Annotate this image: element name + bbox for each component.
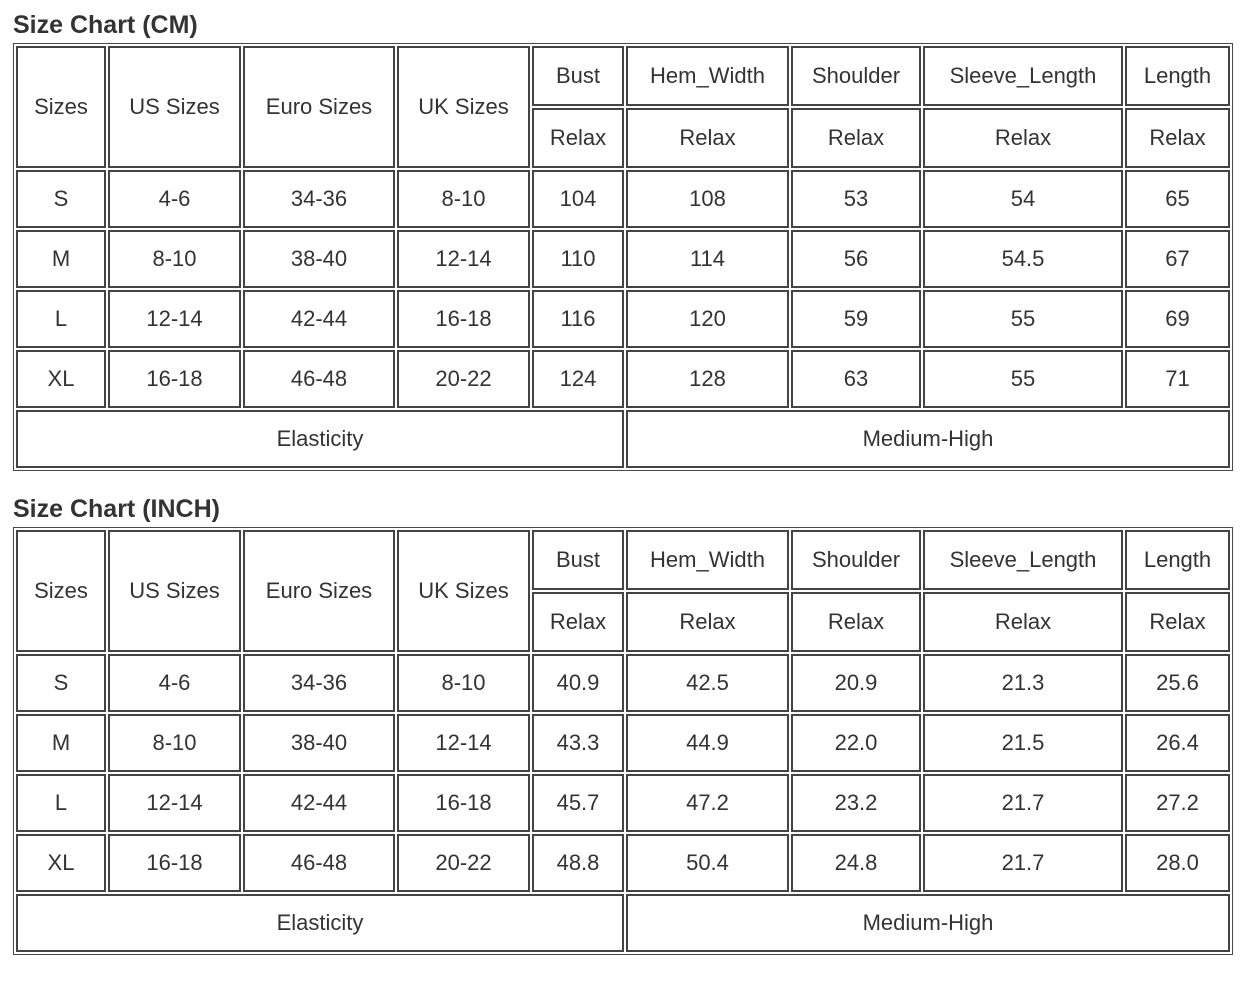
- header-bust: Bust: [532, 46, 624, 106]
- table-cell: 21.7: [923, 774, 1123, 832]
- table-cell: 116: [532, 290, 624, 348]
- table-row: [16, 170, 1230, 228]
- table-cell: 40.9: [532, 654, 624, 712]
- table-cell: 59: [791, 290, 921, 348]
- table-cell: 4-6: [108, 170, 241, 228]
- subheader-relax: Relax: [791, 108, 921, 168]
- subheader-relax: Relax: [532, 108, 624, 168]
- header-us-sizes: US Sizes: [108, 46, 241, 168]
- table-cell: 42-44: [243, 290, 395, 348]
- header-uk-sizes: UK Sizes: [397, 530, 530, 652]
- table-cell: 55: [923, 290, 1123, 348]
- table-cell: 8-10: [397, 170, 530, 228]
- table-cell: 28.0: [1125, 834, 1230, 892]
- table-header-row: [16, 46, 1230, 106]
- header-shoulder: Shoulder: [791, 46, 921, 106]
- table-cell: 50.4: [626, 834, 789, 892]
- table-row: [16, 654, 1230, 712]
- table-cell: 12-14: [397, 714, 530, 772]
- subheader-relax: Relax: [626, 108, 789, 168]
- table-cell: 44.9: [626, 714, 789, 772]
- table-cell: 16-18: [108, 350, 241, 408]
- table-cell: L: [16, 290, 106, 348]
- table-cell: 24.8: [791, 834, 921, 892]
- table-cell: 108: [626, 170, 789, 228]
- table-cell: 23.2: [791, 774, 921, 832]
- table-cell: 20-22: [397, 350, 530, 408]
- table-cell: 27.2: [1125, 774, 1230, 832]
- table-row: [16, 290, 1230, 348]
- table-cell: 21.7: [923, 834, 1123, 892]
- table-cell: 16-18: [397, 290, 530, 348]
- table-cell: S: [16, 654, 106, 712]
- subheader-relax: Relax: [923, 108, 1123, 168]
- size-chart-cm-table: [13, 43, 1233, 471]
- table-cell: 16-18: [397, 774, 530, 832]
- table-cell: 20.9: [791, 654, 921, 712]
- header-us-sizes: US Sizes: [108, 530, 241, 652]
- subheader-relax: Relax: [626, 592, 789, 652]
- header-length: Length: [1125, 530, 1230, 590]
- table-cell: 104: [532, 170, 624, 228]
- table-cell: M: [16, 230, 106, 288]
- table-cell: 114: [626, 230, 789, 288]
- table-cell: 42-44: [243, 774, 395, 832]
- table-row: [16, 714, 1230, 772]
- table-cell: 54.5: [923, 230, 1123, 288]
- subheader-relax: Relax: [791, 592, 921, 652]
- table-cell: 8-10: [397, 654, 530, 712]
- table-cell: 46-48: [243, 350, 395, 408]
- header-shoulder: Shoulder: [791, 530, 921, 590]
- header-hem-width: Hem_Width: [626, 530, 789, 590]
- size-chart-inch-table: [13, 527, 1233, 955]
- elasticity-label: Elasticity: [16, 410, 624, 468]
- table-cell: 54: [923, 170, 1123, 228]
- size-chart-inch-title: Size Chart (INCH): [13, 495, 220, 523]
- table-cell: 71: [1125, 350, 1230, 408]
- header-bust: Bust: [532, 530, 624, 590]
- header-sizes: Sizes: [16, 530, 106, 652]
- table-cell: 53: [791, 170, 921, 228]
- header-euro-sizes: Euro Sizes: [243, 530, 395, 652]
- table-cell: 8-10: [108, 714, 241, 772]
- subheader-relax: Relax: [1125, 108, 1230, 168]
- table-cell: 110: [532, 230, 624, 288]
- table-cell: 56: [791, 230, 921, 288]
- elasticity-label: Elasticity: [16, 894, 624, 952]
- header-sleeve-length: Sleeve_Length: [923, 530, 1123, 590]
- table-header-row: [16, 530, 1230, 590]
- header-length: Length: [1125, 46, 1230, 106]
- table-cell: L: [16, 774, 106, 832]
- table-cell: 47.2: [626, 774, 789, 832]
- table-cell: 43.3: [532, 714, 624, 772]
- table-cell: 21.3: [923, 654, 1123, 712]
- elasticity-value: Medium-High: [626, 894, 1230, 952]
- subheader-relax: Relax: [923, 592, 1123, 652]
- table-cell: 12-14: [108, 290, 241, 348]
- header-sizes: Sizes: [16, 46, 106, 168]
- table-cell: 48.8: [532, 834, 624, 892]
- table-cell: 26.4: [1125, 714, 1230, 772]
- header-hem-width: Hem_Width: [626, 46, 789, 106]
- table-cell: 65: [1125, 170, 1230, 228]
- table-cell: 120: [626, 290, 789, 348]
- table-row: [16, 350, 1230, 408]
- table-cell: 16-18: [108, 834, 241, 892]
- table-cell: S: [16, 170, 106, 228]
- elasticity-value: Medium-High: [626, 410, 1230, 468]
- size-chart-cm-title: Size Chart (CM): [13, 11, 198, 39]
- table-cell: 38-40: [243, 714, 395, 772]
- table-row: [16, 774, 1230, 832]
- table-cell: 21.5: [923, 714, 1123, 772]
- table-cell: 4-6: [108, 654, 241, 712]
- table-cell: 69: [1125, 290, 1230, 348]
- table-footer-row: [16, 410, 1230, 468]
- table-cell: 63: [791, 350, 921, 408]
- table-cell: M: [16, 714, 106, 772]
- table-cell: 45.7: [532, 774, 624, 832]
- header-euro-sizes: Euro Sizes: [243, 46, 395, 168]
- table-cell: 25.6: [1125, 654, 1230, 712]
- table-cell: 20-22: [397, 834, 530, 892]
- table-cell: 34-36: [243, 170, 395, 228]
- table-cell: 55: [923, 350, 1123, 408]
- table-cell: 128: [626, 350, 789, 408]
- table-cell: 42.5: [626, 654, 789, 712]
- table-cell: 46-48: [243, 834, 395, 892]
- subheader-relax: Relax: [532, 592, 624, 652]
- table-cell: 38-40: [243, 230, 395, 288]
- table-cell: XL: [16, 350, 106, 408]
- table-row: [16, 834, 1230, 892]
- table-cell: 8-10: [108, 230, 241, 288]
- header-uk-sizes: UK Sizes: [397, 46, 530, 168]
- table-cell: 22.0: [791, 714, 921, 772]
- table-cell: 67: [1125, 230, 1230, 288]
- table-footer-row: [16, 894, 1230, 952]
- table-cell: XL: [16, 834, 106, 892]
- table-row: [16, 230, 1230, 288]
- table-cell: 124: [532, 350, 624, 408]
- subheader-relax: Relax: [1125, 592, 1230, 652]
- header-sleeve-length: Sleeve_Length: [923, 46, 1123, 106]
- table-cell: 34-36: [243, 654, 395, 712]
- table-cell: 12-14: [397, 230, 530, 288]
- table-cell: 12-14: [108, 774, 241, 832]
